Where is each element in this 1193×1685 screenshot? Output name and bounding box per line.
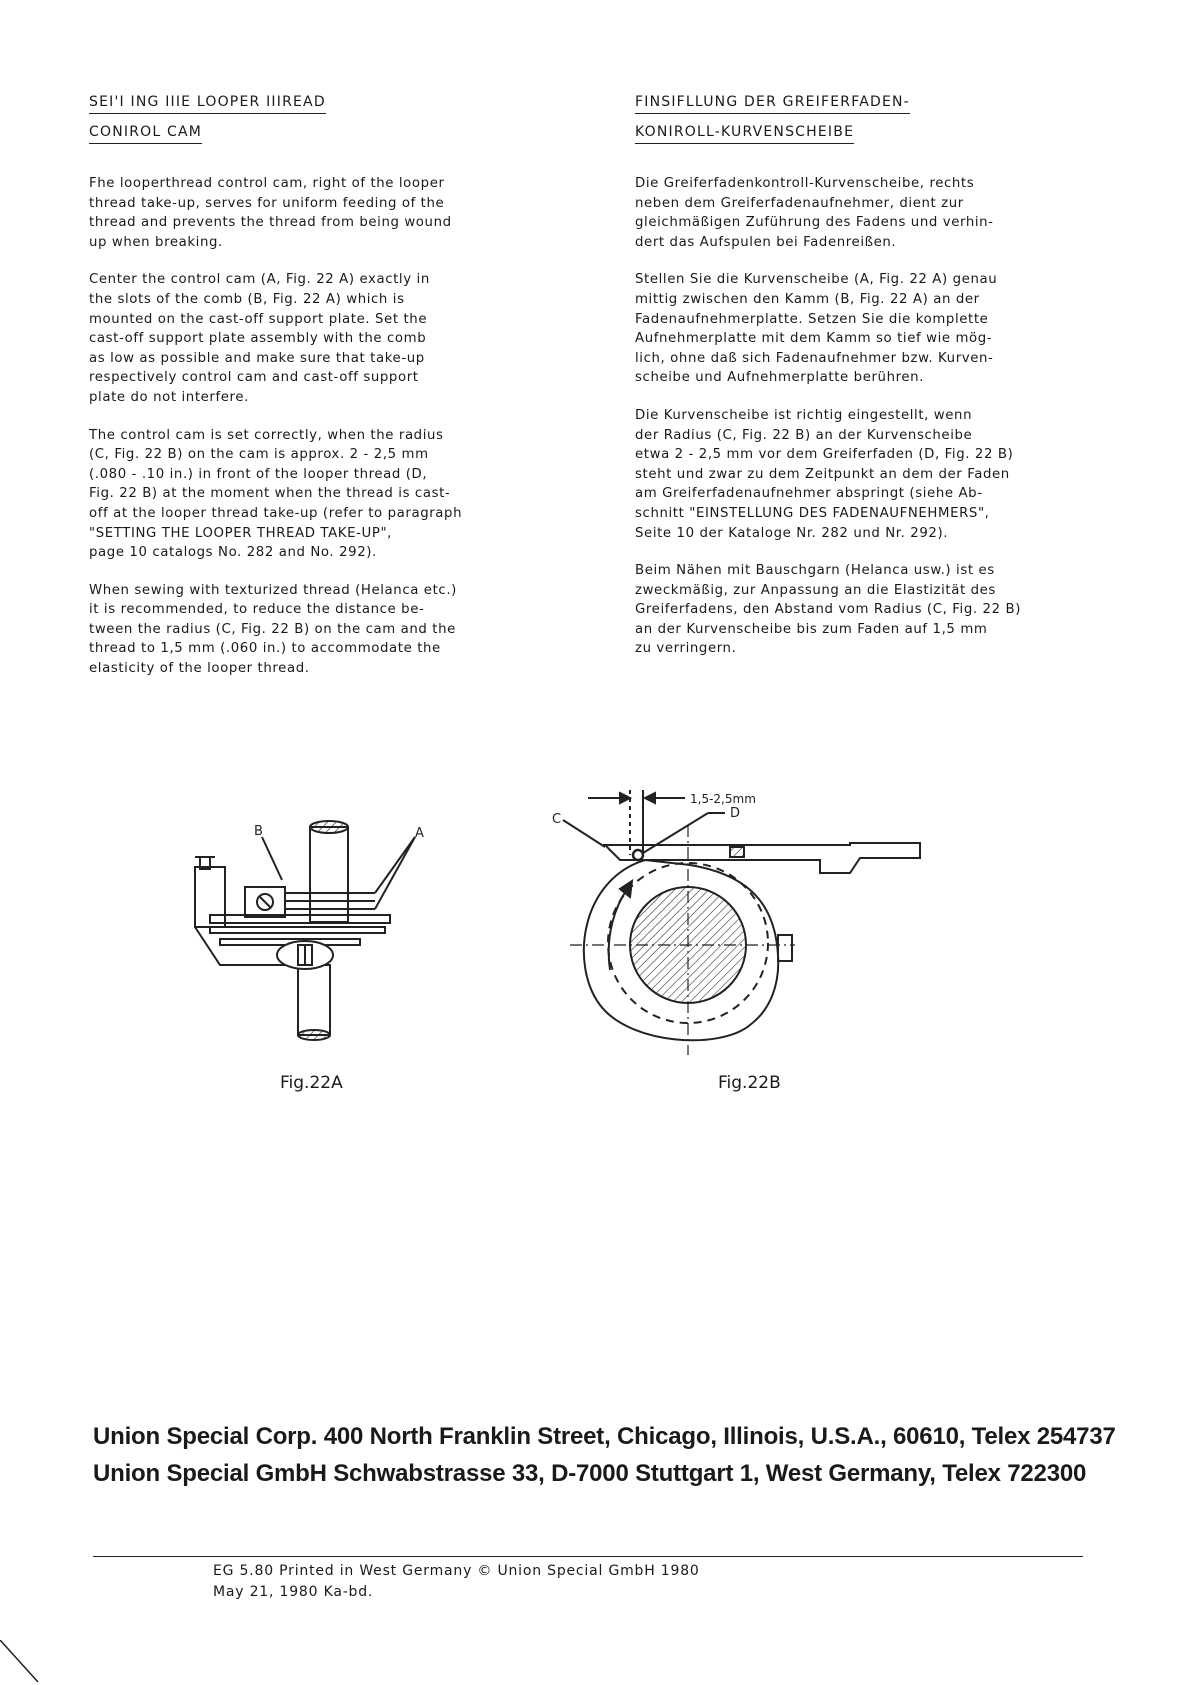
english-heading-line1: SEI'I ING IIIE LOOPER IIIREAD — [89, 92, 326, 114]
english-paragraph-2: Center the control cam (A, Fig. 22 A) exactly in the slots of the comb (B, Fig. 22 A) which is mounted on the cast-off support plate. Set the cast-off support plate assembly with the comb as low as possible and make sure that take-up respectively control cam and cast-off support plate do not interfere. — [89, 272, 430, 405]
german-heading — [635, 92, 1085, 152]
figure-22b-label-d: D — [730, 806, 741, 821]
figure-22a-label-a: A — [415, 826, 424, 841]
english-heading — [89, 92, 519, 152]
german-paragraph-1: Die Greiferfadenkontroll-Kurvenscheibe, rechts neben dem Greiferfadenaufnehmer, dient zur gleichmäßigen Zuführung des Fadens und verhin- dert das Aufspulen bei Fadenreißen. — [635, 176, 994, 250]
company-address-usa: Union Special Corp. 400 North Franklin Street, Chicago, Illinois, U.S.A., 60610, Telex 254737 — [93, 1423, 1116, 1450]
english-paragraph-4: When sewing with texturized thread (Helanca etc.) it is recommended, to reduce the distance be- tween the radius (C, Fig. 22 B) on the cam and the thread to 1,5 mm (.060 in.) to accommodate the elasticity of the looper thread. — [89, 582, 457, 677]
company-address-germany: Union Special GmbH Schwabstrasse 33, D-7000 Stuttgart 1, West Germany, Telex 722300 — [93, 1460, 1087, 1487]
english-paragraph-1: Fhe looperthread control cam, right of the looper thread take-up, serves for uniform feeding of the thread and prevents the thread from being wound up when breaking. — [89, 176, 452, 250]
corner-mark — [0, 1640, 40, 1685]
footer-rule — [93, 1556, 1083, 1557]
figure-22a — [190, 815, 460, 1045]
german-paragraph-3: Die Kurvenscheibe ist richtig eingestellt, wenn der Radius (C, Fig. 22 B) an der Kurvenscheibe etwa 2 - 2,5 mm vor dem Greiferfaden (D, Fig. 22 B) steht und zwar zu dem Zeitpunkt an dem der Faden am Greiferfadenaufnehmer abspringt (siehe Ab- schnitt "EINSTELLUNG DES FADENAUFNEHMERS", Seite 10 der Kataloge Nr. 282 und Nr. 292). — [635, 407, 1014, 541]
german-heading-line1: FINSIFLLUNG DER GREIFERFADEN- — [635, 92, 910, 114]
german-paragraph-4: Beim Nähen mit Bauschgarn (Helanca usw.) ist es zweckmäßig, zur Anpassung an die Elastizität des Greiferfadens, den Abstand vom Radius (C, Fig. 22 B) an der Kurvenscheibe bis zum Faden auf 1,5 mm zu verringern. — [635, 563, 1021, 657]
footer-date: May 21, 1980 Ka-bd. — [213, 1584, 374, 1600]
english-heading-line2: CONIROL CAM — [89, 122, 202, 144]
figure-22a-label-b: B — [254, 824, 263, 839]
figure-22b-dimension: 1,5-2,5mm — [690, 792, 756, 806]
footer-print-info: EG 5.80 Printed in West Germany © Union Special GmbH 1980 — [213, 1563, 700, 1579]
german-column — [635, 92, 1085, 677]
english-column — [89, 92, 519, 697]
german-heading-line2: KONIROLL-KURVENSCHEIBE — [635, 122, 854, 144]
figure-22b — [550, 785, 930, 1060]
figure-22a-caption: Fig.22A — [280, 1073, 343, 1093]
english-paragraph-3: The control cam is set correctly, when the radius (C, Fig. 22 B) on the cam is approx. 2 - 2,5 mm (.080 - .10 in.) in front of the looper thread (D, Fig. 22 B) at the moment when the thread is cast- off at the looper thread take-up (refer to paragraph "SETTING THE LOOPER THREAD TAKE-UP", page 10 catalogs No. 282 and No. 292). — [89, 427, 463, 561]
german-paragraph-2: Stellen Sie die Kurvenscheibe (A, Fig. 22 A) genau mittig zwischen den Kamm (B, Fig. 22 A) an der Fadenaufnehmerplatte. Setzen Sie die komplette Aufnehmerplatte mit dem Kamm so tief wie mög- lich, ohne daß sich Fadenaufnehmer bzw. Kurven- scheibe und Aufnehmerplatte berühren. — [635, 272, 998, 386]
figure-22b-caption: Fig.22B — [718, 1073, 781, 1093]
figure-22b-label-c: C — [552, 812, 562, 827]
